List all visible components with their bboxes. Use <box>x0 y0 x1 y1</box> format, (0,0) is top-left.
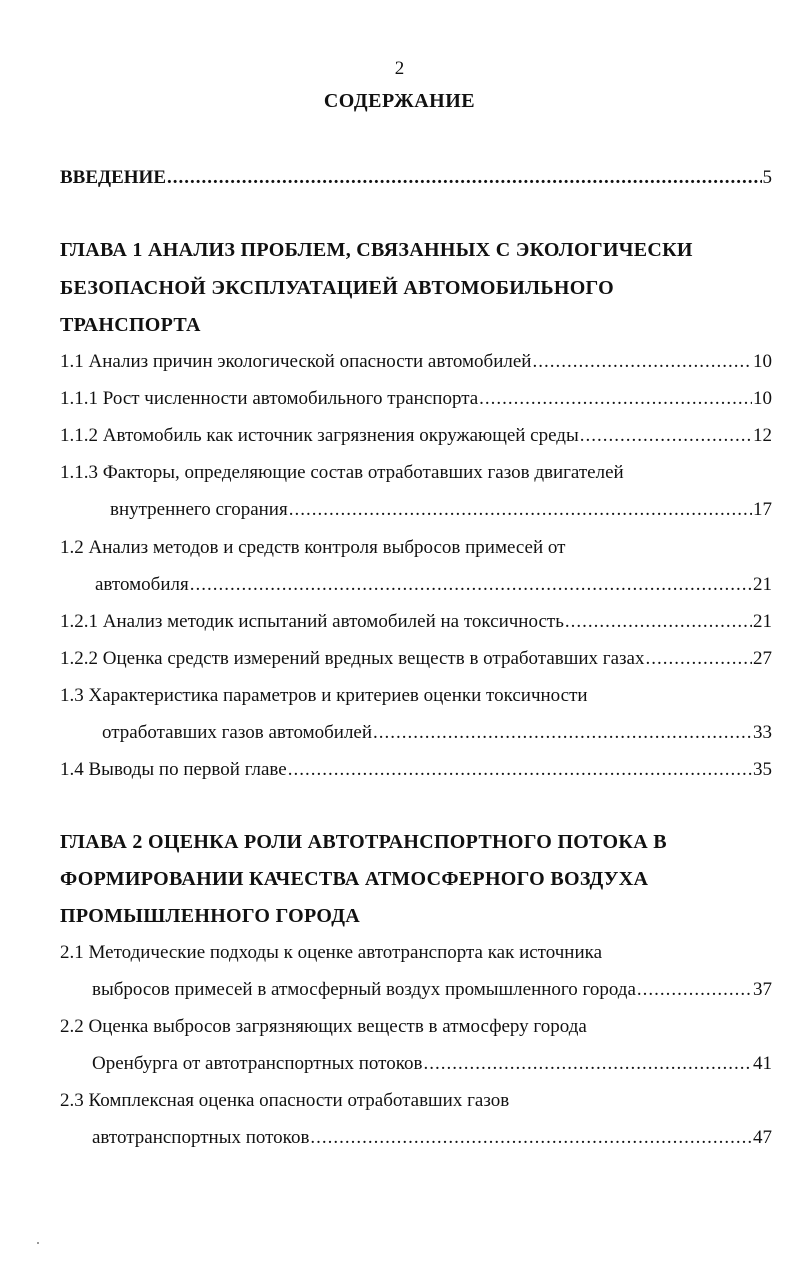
toc-page: 5 <box>762 167 772 188</box>
toc-page: 47 <box>753 1127 772 1148</box>
toc-page: 10 <box>753 388 772 409</box>
dot-leader <box>580 424 752 448</box>
toc-page: 33 <box>753 722 772 743</box>
toc-label: ВВЕДЕНИЕ <box>60 167 166 188</box>
toc-entry-2-1[interactable] <box>92 978 772 1002</box>
toc-label: 1.1.1 Рост численности автомобильного транспорта <box>60 388 479 409</box>
toc-label: 1.2.2 Оценка средств измерений вредных веществ в отработавших газах <box>60 648 645 669</box>
toc-entry-1-2-1[interactable] <box>60 610 772 634</box>
toc-entry-2-2[interactable] <box>92 1052 772 1076</box>
dot-leader <box>637 978 752 1002</box>
toc-entry-1-1-1[interactable] <box>60 387 772 411</box>
chapter-1-heading-line-1: ГЛАВА 1 АНАЛИЗ ПРОБЛЕМ, СВЯЗАННЫХ С ЭКОЛОГИЧЕСКИ <box>60 239 693 261</box>
toc-label: Оренбурга от автотранспортных потоков <box>92 1053 423 1074</box>
toc-entry-1-1-3[interactable] <box>110 498 772 522</box>
toc-entry-1-2[interactable] <box>95 573 772 597</box>
toc-label: 1.2.1 Анализ методик испытаний автомобилей на токсичность <box>60 611 564 632</box>
toc-label: внутреннего сгорания <box>110 499 288 520</box>
dot-leader <box>423 1052 752 1076</box>
dot-leader <box>167 166 762 190</box>
page-title: СОДЕРЖАНИЕ <box>323 90 476 112</box>
chapter-1-heading-line-3: ТРАНСПОРТА <box>60 314 201 336</box>
toc-entry-2-2-line-1[interactable]: 2.2 Оценка выбросов загрязняющих веществ в атмосферу города <box>60 1016 587 1037</box>
toc-entry-1-1-3-line-1[interactable]: 1.1.3 Факторы, определяющие состав отработавших газов двигателей <box>60 462 624 483</box>
page-number: 2 <box>394 58 405 79</box>
dot-leader <box>288 758 752 782</box>
toc-page: 27 <box>753 648 772 669</box>
toc-label: 1.1.2 Автомобиль как источник загрязнения окружающей среды <box>60 425 579 446</box>
toc-page: 12 <box>753 425 772 446</box>
dot-leader <box>190 573 752 597</box>
toc-entry-1-3-line-1[interactable]: 1.3 Характеристика параметров и критериев оценки токсичности <box>60 685 588 706</box>
chapter-2-heading-line-1: ГЛАВА 2 ОЦЕНКА РОЛИ АВТОТРАНСПОРТНОГО ПОТОКА В <box>60 831 667 853</box>
toc-label: 1.4 Выводы по первой главе <box>60 759 287 780</box>
toc-page: 10 <box>753 351 772 372</box>
toc-page: 17 <box>753 499 772 520</box>
dot-leader <box>289 498 752 522</box>
toc-page: 35 <box>753 759 772 780</box>
toc-entry-2-1-line-1[interactable]: 2.1 Методические подходы к оценке автотранспорта как источника <box>60 942 603 963</box>
toc-label: 1.1 Анализ причин экологической опасности автомобилей <box>60 351 532 372</box>
toc-label: отработавших газов автомобилей <box>102 722 373 743</box>
toc-page: 21 <box>753 574 772 595</box>
toc-page: 21 <box>753 611 772 632</box>
toc-entry-1-3[interactable] <box>102 721 772 745</box>
chapter-1-heading-line-2: БЕЗОПАСНОЙ ЭКСПЛУАТАЦИЕЙ АВТОМОБИЛЬНОГО <box>60 277 614 299</box>
toc-entry-1-2-line-1[interactable]: 1.2 Анализ методов и средств контроля выбросов примесей от <box>60 537 566 558</box>
toc-label: автомобиля <box>95 574 189 595</box>
toc-entry-1-2-2[interactable] <box>60 647 772 671</box>
dot-leader <box>645 647 752 671</box>
chapter-2-heading-line-2: ФОРМИРОВАНИИ КАЧЕСТВА АТМОСФЕРНОГО ВОЗДУХА <box>60 868 649 890</box>
toc-page: 41 <box>753 1053 772 1074</box>
toc-entry-2-3-line-1[interactable]: 2.3 Комплексная оценка опасности отработавших газов <box>60 1090 510 1111</box>
dot-leader <box>310 1126 752 1150</box>
dot-leader <box>532 350 752 374</box>
toc-label: автотранспортных потоков <box>92 1127 310 1148</box>
chapter-2-heading-line-3: ПРОМЫШЛЕННОГО ГОРОДА <box>60 905 361 927</box>
toc-page: 37 <box>753 979 772 1000</box>
toc-entry-2-3[interactable] <box>92 1126 772 1150</box>
dot-leader <box>373 721 752 745</box>
scan-speck <box>37 1242 39 1244</box>
toc-entry-1-4[interactable] <box>60 758 772 782</box>
dot-leader <box>565 610 752 634</box>
toc-entry-intro[interactable] <box>60 166 772 190</box>
toc-entry-1-1-2[interactable] <box>60 424 772 448</box>
toc-entry-1-1[interactable] <box>60 350 772 374</box>
dot-leader <box>479 387 752 411</box>
toc-label: выбросов примесей в атмосферный воздух промышленного города <box>92 979 636 1000</box>
